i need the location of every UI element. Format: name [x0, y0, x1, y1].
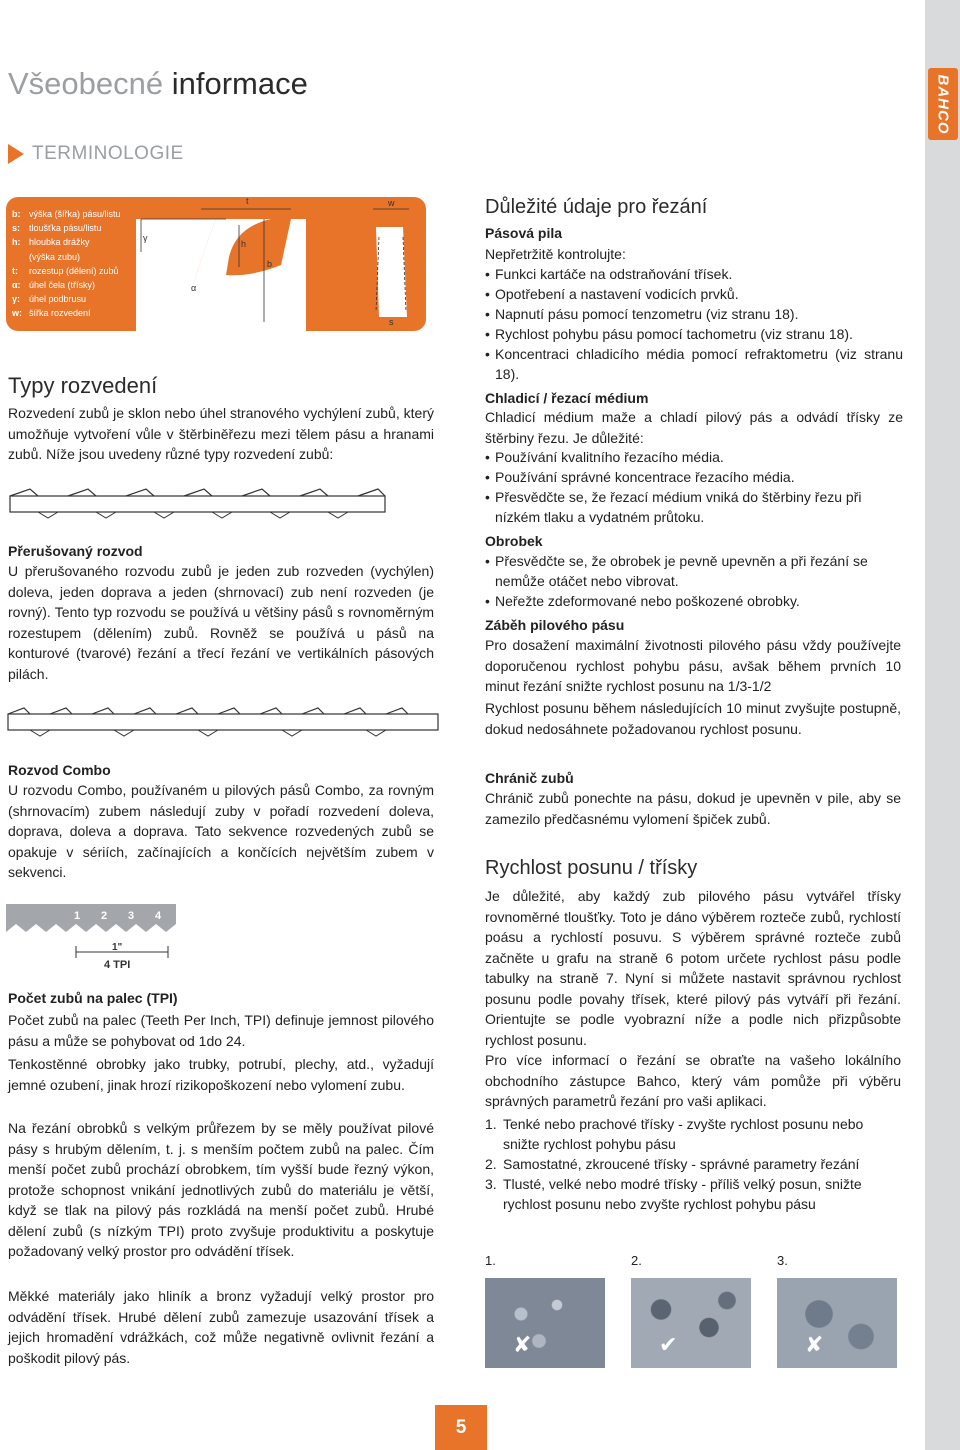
- page-title-light: Všeobecné: [8, 66, 164, 101]
- label-h: h: [241, 239, 247, 249]
- saw-blade-combo-set: [6, 704, 442, 738]
- pocet-p3: Na řezání obrobků s velkým průřezem by se měly používat pilové pásy s hrubým dělením, t. j. s menším počtem zubů na palec. Čím menší počet zubů prochází obrobkem, tím vyšší bude řezný výkon, protože schopnost vnikání jednotlivých zubů do materiálu je větší, když se tlak na pilový pás rozkládá na menší počet zubů. Hrubé dělení zubů (s nízkým TPI) proto zvyšuje produktivitu a poskytuje požadovaný velký prostor pro odvádění třísek.: [8, 1120, 434, 1259]
- list-item: • Neřežte zdeformované nebo poškozené obrobky.: [485, 591, 903, 611]
- zabeh-p2: Rychlost posunu během následujících 10 minut zvyšujte postupně, dokud nedosáhnete požadovanou rychlost posunu.: [485, 700, 901, 737]
- rychlost-p1: Je důležité, aby každý zub pilového pásu vytvářel třísky rovnoměrné tloušťky. Toto je dáno výběrem rozteče zubů, rychlostí poásu a rychlostí posuvu. S výběrem správné rozteče zubů začněte u grafu na straně 6 potom určete rychlost pásu podle tabulky na straně 7. Nyní si můžete nastavit správnou rychlost posunu podle povahy třísek, které pilový pás vytváří při řezání. Orientujte se podle vyobrazní níže a podle nich přizpůsobte rychlost posunu.: [485, 888, 901, 1048]
- pasova-intro: Nepřetržitě kontrolujte:: [485, 246, 626, 262]
- pocet-p1: Počet zubů na palec (Teeth Per Inch, TPI) definuje jemnost pilového pásu a může se pohybovat od 1do 24.: [8, 1012, 434, 1049]
- legend-row: [12, 292, 121, 306]
- page-number: 5: [435, 1405, 487, 1450]
- legend-value: rozestup (dělení) zubů: [29, 265, 119, 276]
- terminology-box: [6, 197, 426, 331]
- tooth-geometry-diagram: [131, 197, 426, 331]
- cross-icon: ✘: [805, 1332, 824, 1357]
- terminology-legend: [12, 207, 121, 321]
- cross-icon: ✘: [513, 1332, 532, 1357]
- terminology-heading: [8, 143, 184, 165]
- label-s: s: [389, 317, 394, 327]
- tpi-num-1: 1: [74, 910, 81, 922]
- tpi-blade-teeth: [6, 904, 176, 932]
- list-item: [485, 1114, 903, 1154]
- chlad-text: Chladicí médium maže a chladí pilový pás a odvádí třísky ze štěrbiny řezu. Je důležité:: [485, 409, 903, 446]
- list-text: Tlusté, velké nebo modré třísky - příliš velký posun, snižte rychlost posunu nebo zvyšte rychlost pohybu pásu: [503, 1176, 862, 1212]
- tpi-inch-label: 1": [112, 942, 123, 953]
- legend-value: šířka rozvedení: [29, 308, 91, 319]
- legend-row: [12, 207, 121, 221]
- list-item: [485, 1174, 903, 1214]
- list-text: Samostatné, zkroucené třísky - správné parametry řezání: [503, 1156, 860, 1172]
- legend-value: hloubka drážky: [29, 237, 90, 248]
- label-w: w: [388, 198, 395, 208]
- prerus-text: U přerušovaného rozvodu zubů je jeden zub rozveden (vychýlen) doleva, jeden doprava a jeden (shrnovací) zub není rozveden (je rovný). Tento typ rozvodu se používá u většiny pásů s rovnoměrným rozestupem (dělením) zubů. Rovněž se používá u pásů na konturové (tvarové) řezání a třecí řezání ve vertikálních pásových pilách.: [8, 563, 434, 682]
- typy-text: Rozvedení zubů je sklon nebo úhel stranového vychýlení zubů, který umožňuje vytvoření vůle v štěrbiněřezu mezi tělem pásu a hranami zubů. Níže jsou uvedeny různé typy rozvedení zubů:: [8, 405, 434, 462]
- legend-row: [12, 264, 121, 278]
- legend-key: t:: [12, 265, 18, 276]
- photo-label-2: 2.: [631, 1253, 642, 1268]
- legend-row: [12, 306, 121, 320]
- page-title-dark: informace: [171, 66, 308, 101]
- photo-label-1: 1.: [485, 1253, 496, 1268]
- label-t: t: [246, 197, 249, 206]
- dulezite-title: Důležité údaje pro řezání: [485, 196, 708, 218]
- legend-value: úhel podbrusu: [29, 294, 87, 305]
- combo-text: U rozvodu Combo, používaném u pilových pásů Combo, za rovným (shrnovacím) zubem následují zuby v pořadí rozvedení doleva, doprava, doleva a doprava. Tato sekvence rozvedených zubů se opakuje v sériích, začínajících a končících největším zubem v sekvenci.: [8, 782, 434, 880]
- legend-row: [12, 250, 121, 264]
- list-item: • Používání správné koncentrace řezacího média.: [485, 467, 903, 487]
- list-text: Tenké nebo prachové třísky - zvyšte rychlost posunu nebo snižte rychlost pohybu pásu: [503, 1116, 864, 1152]
- label-b: b: [267, 259, 273, 269]
- list-item: • Rychlost pohybu pásu pomocí tachometru (viz stranu 18).: [485, 324, 903, 344]
- legend-value: tloušťka pásu/listu: [29, 223, 102, 234]
- legend-key: h:: [12, 237, 21, 248]
- chlad-list: [485, 447, 903, 527]
- saw-blade-raker-set: [8, 486, 388, 520]
- tpi-num-2: 2: [101, 910, 108, 922]
- chip-photo-2: [631, 1278, 751, 1368]
- bahco-logo: [928, 68, 958, 140]
- typy-title: Typy rozvedení: [8, 373, 158, 398]
- list-item: • Používání kvalitního řezacího média.: [485, 447, 903, 467]
- triangle-arrow-icon: [8, 144, 24, 164]
- list-item: [485, 1154, 903, 1174]
- terminology-label: TERMINOLOGIE: [32, 143, 184, 164]
- blade-cross-section: [376, 227, 407, 317]
- legend-row: [12, 221, 121, 235]
- chlad-title: Chladicí / řezací médium: [485, 390, 649, 406]
- legend-value: (výška zubu): [29, 251, 81, 262]
- zabeh-p1: Pro dosažení maximální životnosti pilového pásu vždy používejte doporučenou rychlost pohybu pásu, avšak během prvních 10 minut řezání snižte rychlost posunu na 1/3-1/2: [485, 637, 901, 694]
- list-item: • Koncentraci chladicího média pomocí refraktometru (viz stranu 18).: [485, 344, 903, 384]
- chranic-text: Chránič zubů ponechte na pásu, dokud je upevněn v pile, aby se zamezilo předčasnému vylomení špiček zubů.: [485, 790, 901, 827]
- page-title: [8, 66, 308, 102]
- legend-key: s:: [12, 223, 21, 234]
- logo-text: BAHCO: [934, 74, 952, 134]
- pocet-p4: Měkké materiály jako hliník a bronz vyžadují velký prostor pro odvádění třísek. Hrubé dělení zubů zamezuje usazování třísek a jejich hromadění vdrážkách, což může negativně ovlivnit řezání a poškodit pilový pás.: [8, 1288, 434, 1366]
- list-item: • Přesvědčte se, že obrobek je pevně upevněn a při řezání se nemůže otáčet nebo vibrovat.: [485, 551, 903, 591]
- legend-row: [12, 235, 121, 249]
- legend-key: b:: [12, 209, 21, 219]
- list-item: • Napnutí pásu pomocí tenzometru (viz stranu 18).: [485, 304, 903, 324]
- legend-value: úhel čela (třísky): [29, 280, 96, 291]
- list-item: • Přesvědčte se, že řezací médium vniká do štěrbiny řezu při nízkém tlaku a vydatném průtoku.: [485, 487, 903, 527]
- pocet-p2: Tenkostěnné obrobky jako trubky, potrubí, plechy, atd., vyžadují jemné ozubení, jinak hrozí rizikopoškození nebo vylomení zubu.: [8, 1056, 434, 1093]
- tpi-diagram: [6, 902, 186, 974]
- right-sidebar-strip: [925, 0, 960, 1450]
- list-item: • Opotřebení a nastavení vodicích prvků.: [485, 284, 903, 304]
- list-item: • Funkci kartáče na odstraňování třísek.: [485, 264, 903, 284]
- chip-photo-3: [777, 1278, 897, 1368]
- rychlost-p2: Pro více informací o řezání se obraťte na vašeho lokálního obchodního zástupce Bahco, který vám pomůže při výběru správných parametrů řezání pro vaši aplikaci.: [485, 1052, 901, 1109]
- legend-row: [12, 278, 121, 292]
- legend-key: α:: [12, 280, 21, 291]
- list-number: 3.: [485, 1176, 497, 1192]
- label-gamma: γ: [143, 233, 148, 243]
- chip-photo-1: [485, 1278, 605, 1368]
- list-number: 2.: [485, 1156, 497, 1172]
- zabeh-title: Záběh pilového pásu: [485, 617, 625, 633]
- pasova-title: Pásová pila: [485, 225, 563, 241]
- label-alpha: α: [191, 283, 197, 293]
- check-icon: ✔: [659, 1332, 678, 1357]
- pocet-title: Počet zubů na palec (TPI): [8, 990, 178, 1006]
- photo-label-3: 3.: [777, 1253, 788, 1268]
- list-number: 1.: [485, 1116, 497, 1132]
- chip-type-list: [485, 1114, 903, 1214]
- legend-value: výška (šířka) pásu/listu: [29, 209, 121, 219]
- chranic-title: Chránič zubů: [485, 770, 574, 786]
- rychlost-title: Rychlost posunu / třísky: [485, 857, 698, 879]
- tpi-count-label: 4 TPI: [104, 959, 131, 971]
- legend-key: w:: [12, 308, 22, 319]
- combo-title: Rozvod Combo: [8, 762, 111, 778]
- legend-key: γ:: [12, 294, 21, 305]
- tpi-num-3: 3: [128, 910, 135, 922]
- obrobek-title: Obrobek: [485, 533, 543, 549]
- tpi-num-4: 4: [155, 910, 162, 922]
- prerus-title: Přerušovaný rozvod: [8, 543, 143, 559]
- pasova-list: [485, 264, 903, 384]
- obrobek-list: [485, 551, 903, 611]
